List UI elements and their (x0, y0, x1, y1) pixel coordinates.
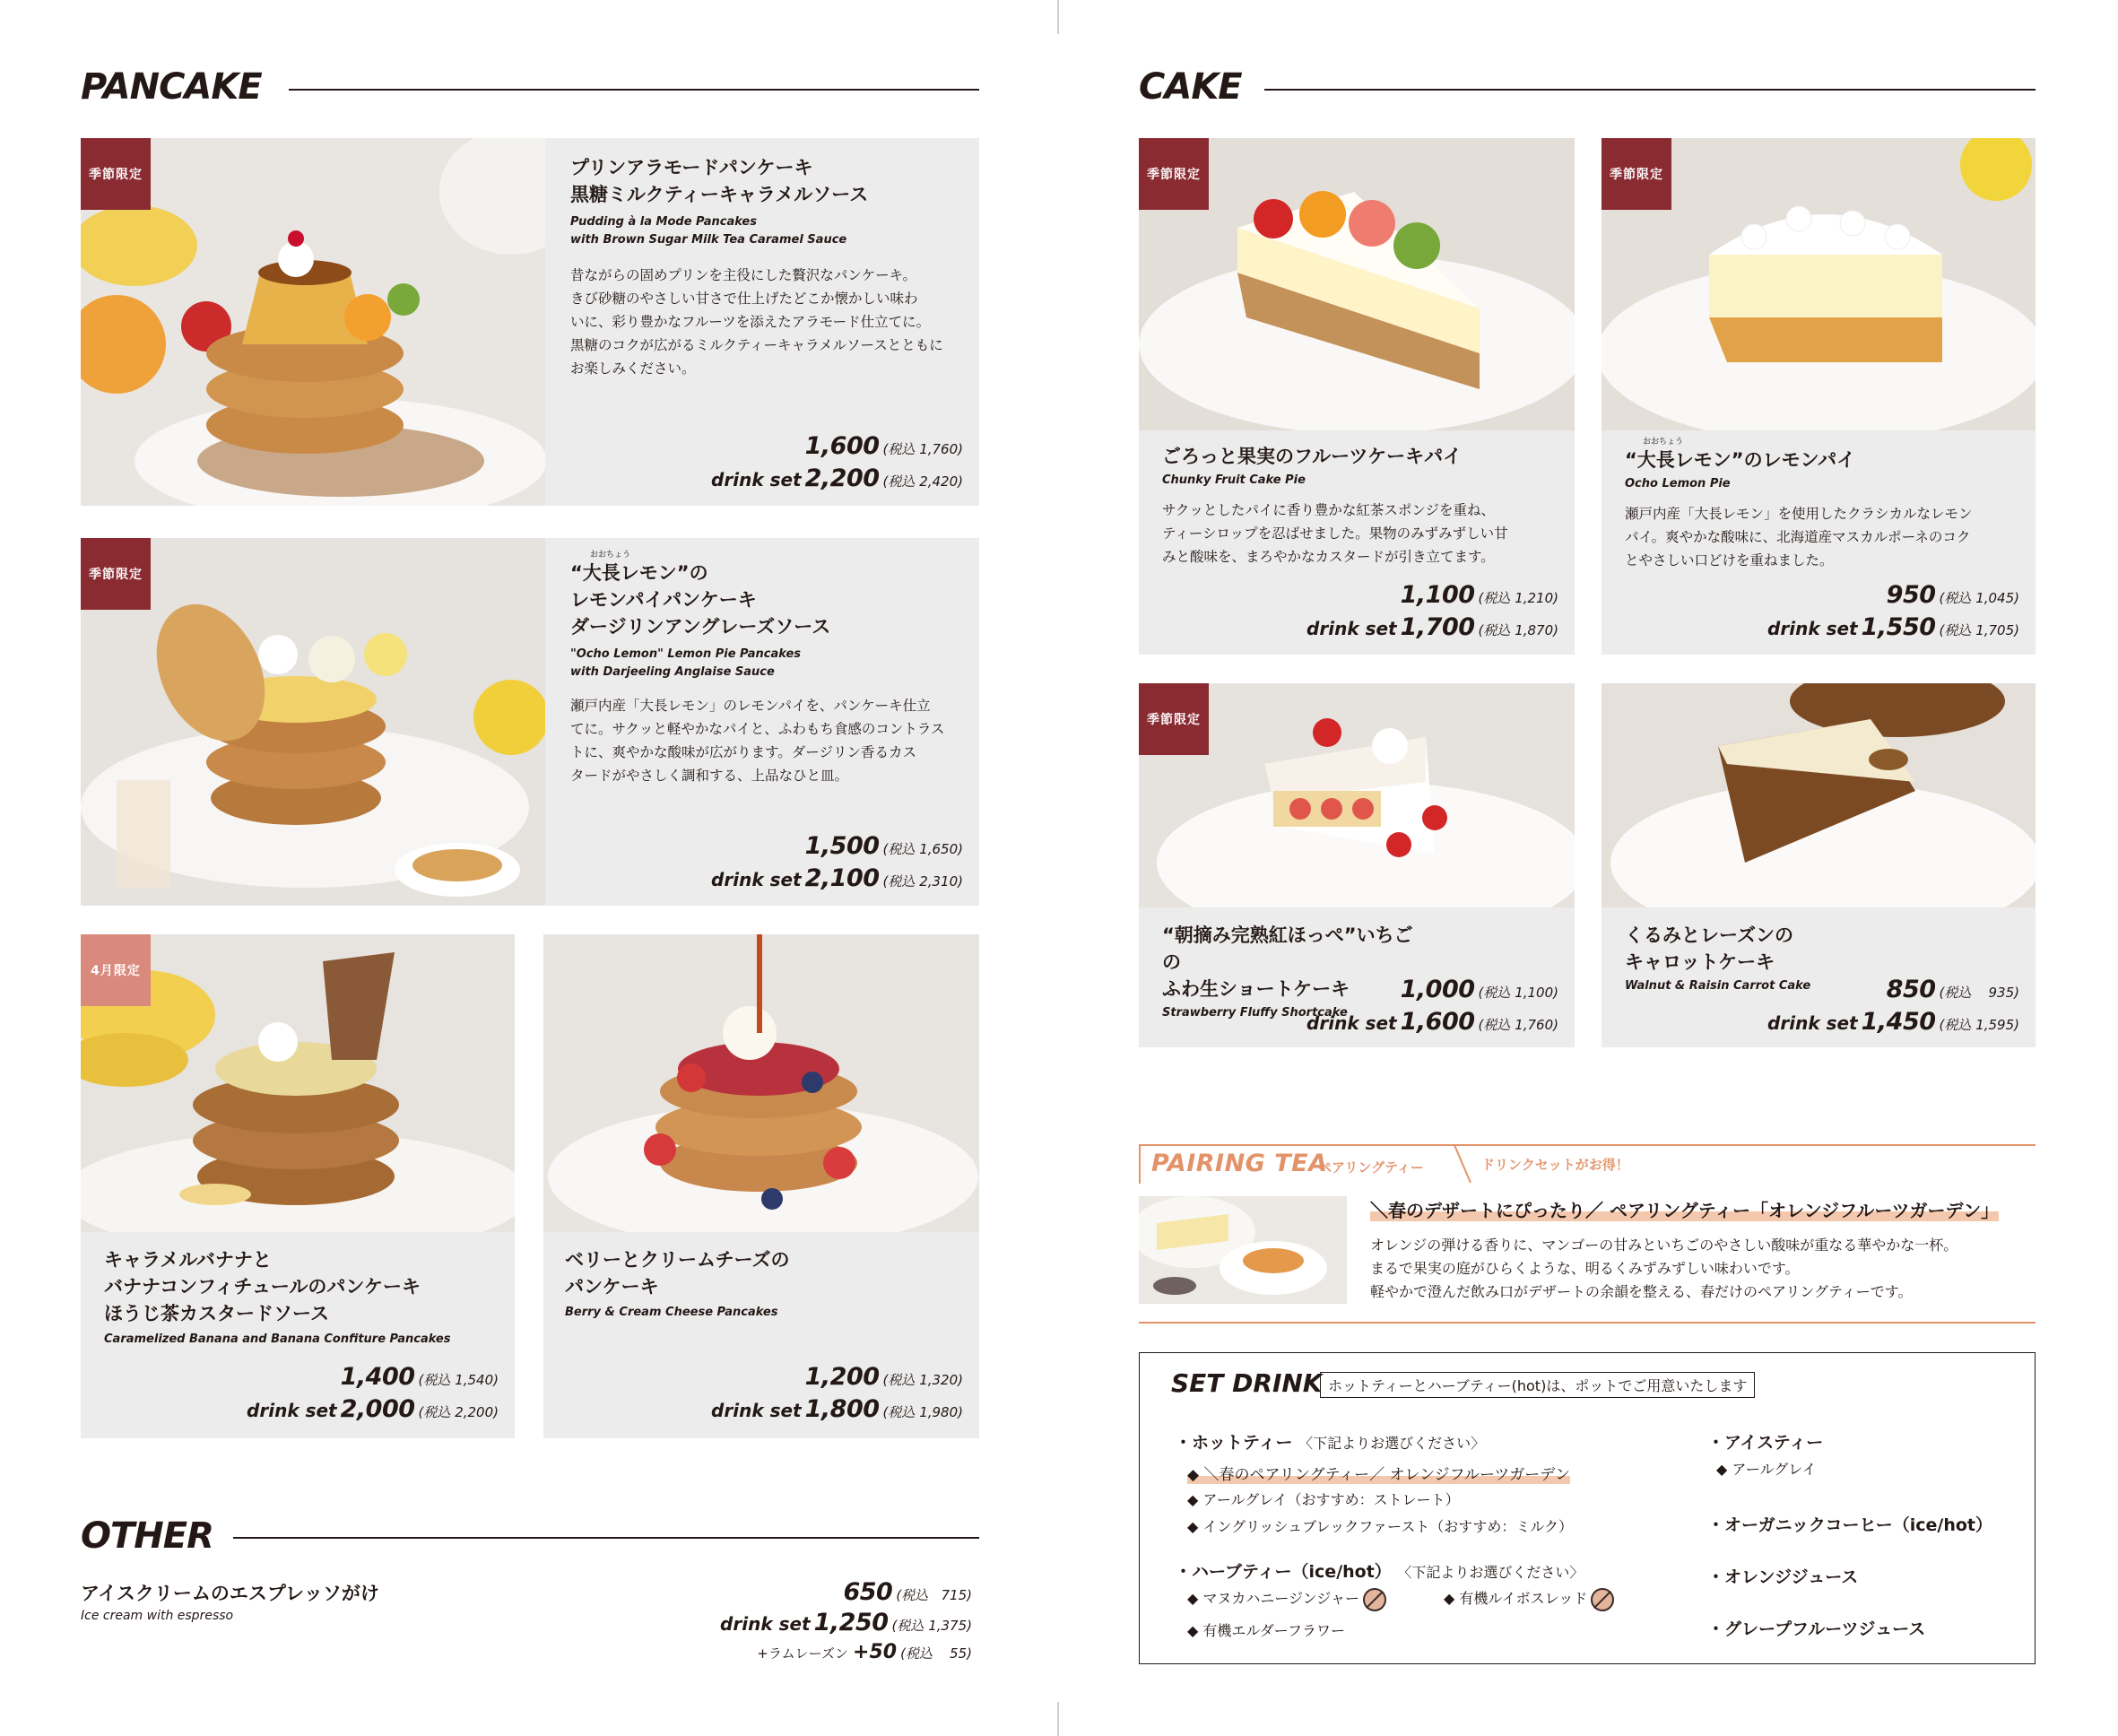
section-rule (1264, 89, 2036, 91)
drink-set-price: drink set 1,550 (税込 1,705) (1767, 613, 2019, 641)
drink-option-rooibos[interactable]: ◆ 有機ルイボスレッド (1444, 1587, 1614, 1611)
section-title-pancake: PANCAKE (81, 66, 262, 108)
limited-tag: 季節限定 (81, 138, 151, 210)
drink-set-price: drink set 1,700 (税込 1,870) (1306, 613, 1558, 641)
price: 1,500 (税込 1,650) (804, 832, 963, 860)
item-title-jp: 黒糖ミルクティーキャラメルソース (570, 184, 869, 205)
page-fold-mark-top (1057, 0, 1059, 34)
other-addon-price: +ラムレーズン +50 (税込 55) (757, 1641, 972, 1663)
item-title-jp: くるみとレーズンの (1625, 924, 1793, 946)
cake-photo (1139, 138, 1575, 430)
menu-card-strawberry-shortcake[interactable] (1139, 683, 1575, 1047)
item-desc-line: てに。サクッと軽やかなパイと、ふわもち食感のコントラス (570, 721, 945, 737)
price: 1,200 (税込 1,320) (804, 1363, 963, 1391)
price: 1,400 (税込 1,540) (340, 1363, 499, 1391)
item-desc-line: サクッとしたパイに香り豊かな紅茶スポンジを重ね、 (1162, 502, 1495, 518)
drink-set-price: drink set 2,200 (税込 2,420) (711, 464, 963, 492)
pairing-title-jp: ペアリングティー (1318, 1159, 1424, 1176)
pairing-heading: ＼春のデザートにぴったり／ ペアリングティー「オレンジフルーツガーデン」 (1370, 1200, 2000, 1221)
drink-option-pairing-tea[interactable]: ◆ ＼春のペアリングティー／ オレンジフルーツガーデン (1187, 1466, 1570, 1484)
item-title-jp: ベリーとクリームチーズの (565, 1249, 790, 1271)
item-title-jp: プリンアラモードパンケーキ (570, 157, 813, 178)
pairing-rule-bottom (1139, 1322, 2036, 1324)
item-title-jp: レモンパイパンケーキ (570, 589, 757, 611)
set-drink-title: SET DRINK (1171, 1368, 1323, 1398)
item-title-jp: パンケーキ (565, 1276, 659, 1298)
drink-option-orange-juice[interactable]: ・オレンジジュース (1707, 1567, 1859, 1587)
item-title-en: Caramelized Banana and Banana Confiture Pancakes (104, 1332, 451, 1346)
menu-card-pudding-pancake[interactable] (81, 138, 979, 506)
pairing-photo (1139, 1196, 1347, 1304)
item-desc-line: トに、爽やかな酸味が広がります。ダージリン香るカス (570, 744, 916, 760)
section-title-cake: CAKE (1139, 66, 1242, 108)
drink-option-elderflower[interactable]: ◆ 有機エルダーフラワー (1187, 1622, 1345, 1639)
section-rule (289, 89, 979, 91)
drink-category-hot-tea: ・ホットティー 〈下記よりお選びください〉 (1175, 1433, 1486, 1453)
item-desc-line: みと酸味を、まろやかなカスタードが引き立てます。 (1162, 549, 1495, 565)
section-title-other: OTHER (81, 1515, 213, 1557)
item-desc-line: きび砂糖のやさしい甘さで仕上げたどこか懐かしい味わ (570, 291, 918, 307)
no-caffeine-icon (1363, 1588, 1386, 1611)
menu-card-lemon-pie[interactable] (1602, 138, 2036, 655)
pairing-desc-line: オレンジの弾ける香りに、マンゴーの甘みといちごのやさしい酸味が重なる華やかな一杯。 (1370, 1237, 1958, 1254)
drink-set-price: drink set 2,000 (税込 2,200) (247, 1395, 499, 1423)
limited-tag: 季節限定 (1602, 138, 1671, 210)
item-title-en: Ocho Lemon Pie (1625, 477, 1731, 490)
item-title-jp: “大長レモン”の (570, 562, 708, 584)
pairing-desc-line: 軽やかで澄んだ飲み口がデザートの余韻を整える、春だけのペアリングティーです。 (1370, 1283, 1913, 1300)
drink-set-price: drink set 1,600 (税込 1,760) (1306, 1008, 1558, 1036)
item-title-jp: キャロットケーキ (1625, 951, 1775, 973)
drink-option-manuka-ginger[interactable]: ◆ マヌカハニージンジャー (1187, 1587, 1386, 1611)
item-title-jp: ほうじ茶カスタードソース (104, 1303, 329, 1324)
item-title-jp: “大長レモン”のレモンパイ (1625, 449, 1856, 471)
item-title-jp: “朝摘み完熟紅ほっぺ”いちごの (1162, 924, 1413, 973)
menu-card-berry-pancake[interactable] (543, 934, 979, 1438)
other-drink-set-price: drink set 1,250 (税込 1,375) (720, 1609, 972, 1636)
item-title-jp: キャラメルバナナと (104, 1249, 272, 1271)
drink-option-organic-coffee[interactable]: ・オーガニックコーヒー（ice/hot） (1707, 1515, 1992, 1535)
item-title-en: Berry & Cream Cheese Pancakes (565, 1306, 778, 1319)
limited-tag: 4月限定 (81, 934, 151, 1006)
drink-set-price: drink set 2,100 (税込 2,310) (711, 864, 963, 892)
section-rule (233, 1537, 979, 1539)
item-title-en: with Darjeeling Anglaise Sauce (570, 665, 775, 679)
set-drink-note: ホットティーとハーブティー(hot)は、ポットでご用意いたします (1320, 1372, 1755, 1398)
menu-card-carrot-cake[interactable] (1602, 683, 2036, 1047)
price: 1,000 (税込 1,100) (1400, 976, 1558, 1003)
item-title-jp: ダージリンアングレーズソース (570, 616, 831, 638)
item-desc-line: ティーシロップを忍ばせました。果物のみずみずしい甘 (1162, 525, 1508, 542)
pancake-photo (81, 934, 515, 1232)
menu-card-fruit-cake-pie[interactable] (1139, 138, 1575, 655)
other-price: 650 (税込 715) (843, 1578, 972, 1606)
limited-tag: 季節限定 (1139, 683, 1209, 755)
pancake-photo (543, 934, 979, 1232)
item-title-en: "Ocho Lemon" Lemon Pie Pancakes (570, 647, 801, 661)
drink-option-grapefruit-juice[interactable]: ・グレープフルーツジュース (1707, 1619, 1926, 1639)
ruby-text: おおちょう (1643, 438, 1684, 447)
item-title-jp: ふわ生ショートケーキ (1162, 978, 1350, 1000)
item-desc-line: とやさしい口どけを重ねました。 (1625, 552, 1834, 569)
item-title-en: Ice cream with espresso (81, 1609, 234, 1623)
drink-option-earl-grey[interactable]: ◆ アールグレイ（おすすめ：ストレート） (1187, 1491, 1460, 1508)
menu-card-banana-pancake[interactable] (81, 934, 515, 1438)
drink-category-iced-tea: ・アイスティー (1707, 1433, 1824, 1453)
pancake-photo (81, 138, 545, 506)
cake-photo (1602, 683, 2036, 907)
cake-photo (1602, 138, 2036, 430)
item-desc-line: 瀬戸内産「大長レモン」のレモンパイを、パンケーキ仕立 (570, 698, 931, 714)
item-title-en: Pudding à la Mode Pancakes (570, 215, 757, 229)
price: 850 (税込 935) (1886, 976, 2019, 1003)
item-desc-line: パイ。爽やかな酸味に、北海道産マスカルポーネのコク (1625, 529, 1971, 545)
cake-photo (1139, 683, 1575, 907)
page-fold-mark-bottom (1057, 1702, 1059, 1736)
pairing-title: PAIRING TEA (1151, 1150, 1328, 1177)
pancake-photo (81, 538, 545, 906)
item-title-en: Strawberry Fluffy Shortcake (1162, 1006, 1348, 1020)
item-desc-line: いに、彩り豊かなフルーツを添えたアラモード仕立てに。 (570, 314, 931, 330)
item-desc-line: 黒糖のコクが広がるミルクティーキャラメルソースとともに (570, 337, 943, 353)
other-item[interactable] (81, 1580, 379, 1623)
item-title-en: with Brown Sugar Milk Tea Caramel Sauce (570, 233, 847, 247)
drink-category-herb-tea: ・ハーブティー（ice/hot） 〈下記よりお選びください〉 (1175, 1562, 1584, 1582)
item-title-en: Walnut & Raisin Carrot Cake (1625, 979, 1811, 993)
price: 1,600 (税込 1,760) (804, 432, 963, 460)
limited-tag: 季節限定 (1139, 138, 1209, 210)
item-title-en: Chunky Fruit Cake Pie (1162, 473, 1306, 487)
drink-option-iced-earl-grey[interactable]: ◆ アールグレイ (1716, 1461, 1817, 1478)
item-desc-line: お楽しみください。 (570, 360, 696, 377)
item-desc-line: タードがやさしく調和する、上品なひと皿。 (570, 768, 849, 784)
ruby-text: おおちょう (590, 551, 631, 560)
no-caffeine-icon (1591, 1588, 1614, 1611)
drink-option-english-breakfast[interactable]: ◆ イングリッシュブレックファースト（おすすめ：ミルク） (1187, 1518, 1574, 1535)
item-desc-line: 昔ながらの固めプリンを主役にした贅沢なパンケーキ。 (570, 267, 916, 283)
price: 950 (税込 1,045) (1886, 581, 2019, 609)
drink-set-price: drink set 1,800 (税込 1,980) (711, 1395, 963, 1423)
price: 1,100 (税込 1,210) (1400, 581, 1558, 609)
menu-card-lemon-pie-pancake[interactable] (81, 538, 979, 906)
item-title-jp: ごろっと果実のフルーツケーキパイ (1162, 446, 1463, 467)
item-desc-line: 瀬戸内産「大長レモン」を使用したクラシカルなレモン (1625, 506, 1973, 522)
limited-tag: 季節限定 (81, 538, 151, 610)
pairing-promo: ドリンクセットがお得！ (1481, 1157, 1629, 1173)
pairing-desc-line: まるで果実の庭がひらくような、明るくみずみずしい味わいです。 (1370, 1260, 1800, 1277)
item-title-jp: バナナコンフィチュールのパンケーキ (104, 1276, 421, 1298)
item-title-jp: アイスクリームのエスプレッソがけ (81, 1583, 379, 1604)
drink-set-price: drink set 1,450 (税込 1,595) (1767, 1008, 2019, 1036)
